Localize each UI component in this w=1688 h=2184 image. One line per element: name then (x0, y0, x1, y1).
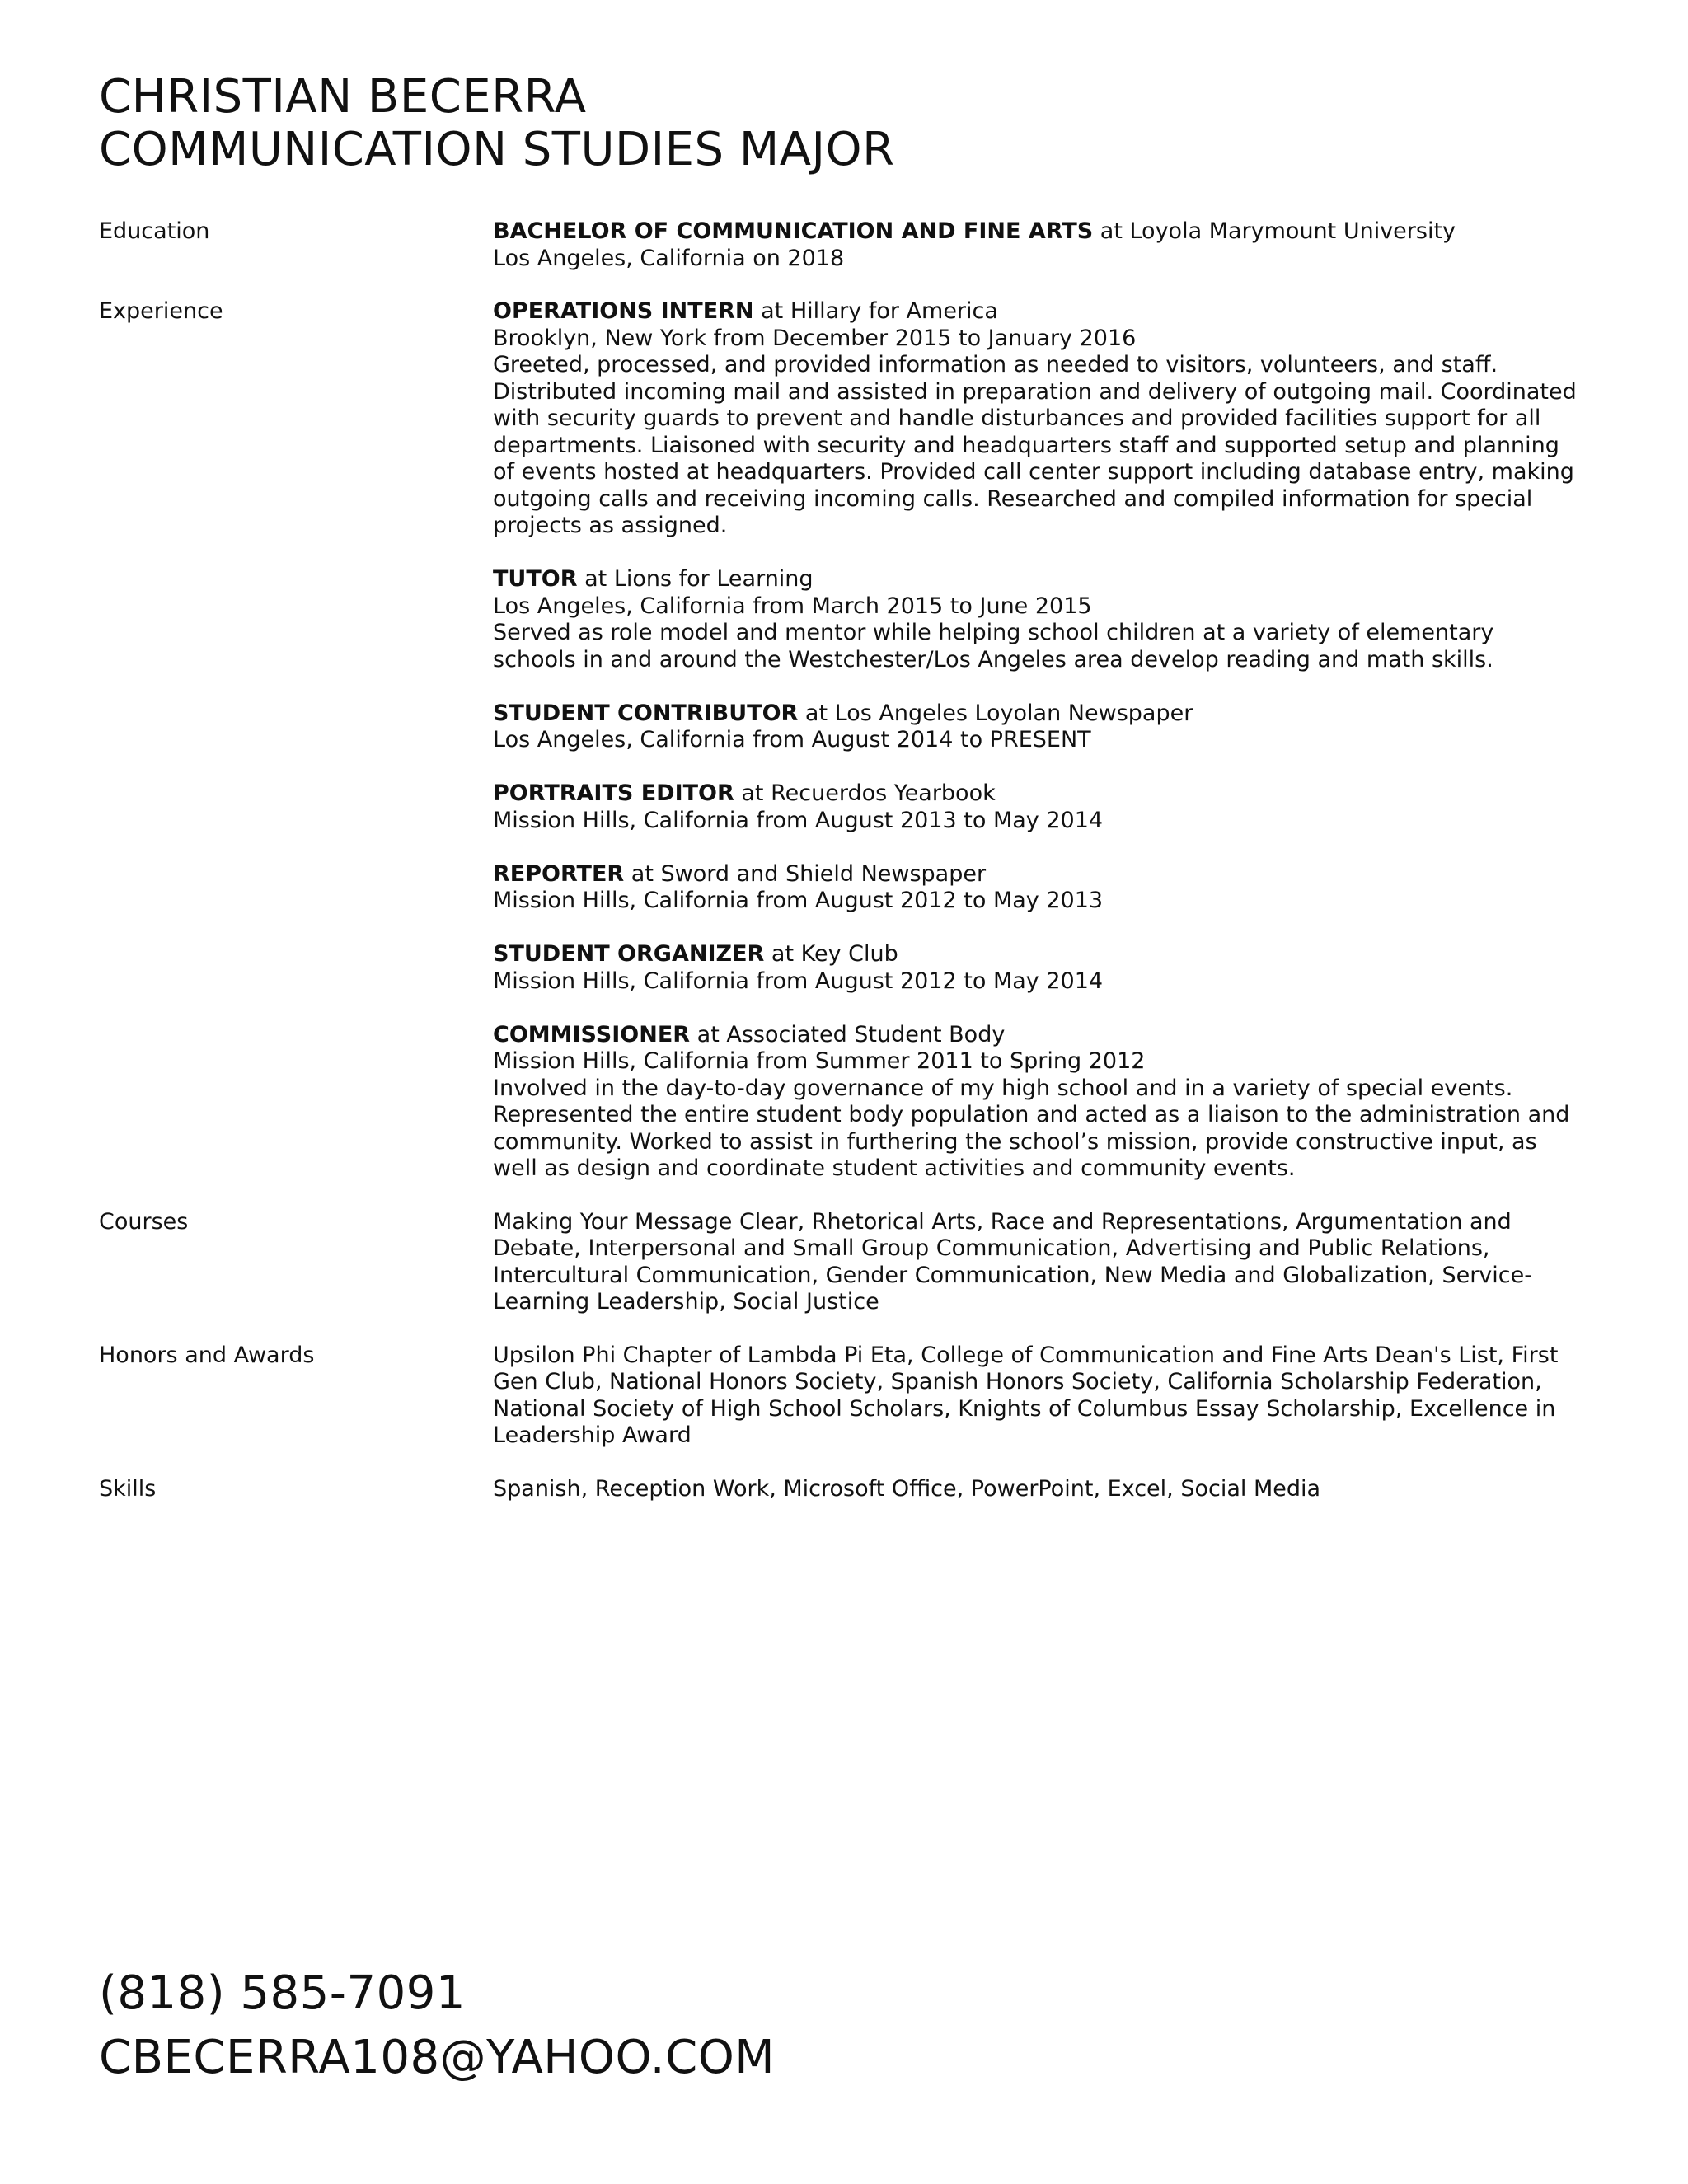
experience-entry-student-organizer (493, 941, 1582, 995)
experience-entry-reporter (493, 861, 1582, 915)
honors-body (493, 1343, 1582, 1450)
experience-org: at Associated Student Body (690, 1021, 1006, 1047)
courses-body (493, 1209, 1582, 1316)
experience-description: Involved in the day-to-day governance of my high school and in a variety of special events. Represented the entire student body population and acted as a liaison to the administration and community. Worked to assist in furthering the school’s mission, provide constructive input, as well as design and coordinate student activities and community events. (493, 1075, 1570, 1181)
experience-location: Los Angeles, California from August 2014 to PRESENT (493, 727, 1091, 752)
experience-role: STUDENT ORGANIZER (493, 941, 765, 967)
skills-section (99, 1476, 1582, 1503)
experience-description: Greeted, processed, and provided information as needed to visitors, volunteers, and staff. Distributed incoming mail and assisted in preparation and delivery of outgoing mail. Coordinated with security guards to prevent and handle disturbances and provided facilities support for all departments. Liaisoned with security and headquarters staff and supported setup and planning of events hosted at headquarters. Provided call center support including database entry, making outgoing calls and receiving incoming calls. Researched and compiled information for special projects as assigned. (493, 352, 1577, 538)
education-title-line (493, 218, 1582, 246)
contact-phone: (818) 585-7091 (99, 1966, 466, 2020)
experience-body (493, 298, 1582, 1183)
skills-body (493, 1476, 1582, 1503)
experience-entry-tutor (493, 566, 1582, 673)
experience-description: Served as role model and mentor while helping school children at a variety of elementary schools in and around the Westchester/Los Angeles area develop reading and math skills. (493, 620, 1494, 673)
experience-entry-portraits-editor (493, 780, 1582, 834)
experience-location: Mission Hills, California from August 2013 to May 2014 (493, 807, 1104, 833)
degree-school: at Loyola Marymount University (1093, 218, 1456, 244)
experience-role: REPORTER (493, 860, 625, 887)
experience-location: Los Angeles, California from March 2015 to June 2015 (493, 593, 1092, 619)
experience-role: PORTRAITS EDITOR (493, 780, 734, 806)
candidate-name: CHRISTIAN BECERRA (99, 70, 587, 124)
experience-location: Mission Hills, California from August 2012 to May 2014 (493, 968, 1104, 994)
resume-header (99, 71, 1582, 176)
section-label-education: Education (99, 218, 210, 244)
section-label-courses: Courses (99, 1208, 189, 1235)
experience-org: at Hillary for America (753, 298, 998, 324)
education-section (99, 218, 1582, 272)
experience-title-line (493, 298, 1582, 326)
experience-entry-commissioner (493, 1022, 1582, 1183)
courses-section (99, 1209, 1582, 1316)
education-body (493, 218, 1582, 272)
candidate-major: COMMUNICATION STUDIES MAJOR (99, 123, 895, 176)
experience-title-line (493, 941, 1582, 968)
experience-org: at Sword and Shield Newspaper (624, 860, 987, 887)
experience-org: at Key Club (764, 941, 898, 967)
education-entry (493, 218, 1582, 272)
experience-title-line (493, 861, 1582, 888)
resume-body (99, 218, 1582, 1529)
honors-section (99, 1343, 1582, 1450)
experience-role: COMMISSIONER (493, 1021, 691, 1047)
experience-org: at Los Angeles Loyolan Newspaper (798, 700, 1193, 726)
experience-title-line (493, 701, 1582, 728)
experience-section (99, 298, 1582, 1183)
section-label-experience: Experience (99, 298, 223, 324)
experience-location: Brooklyn, New York from December 2015 to January 2016 (493, 325, 1137, 351)
section-label-skills: Skills (99, 1475, 157, 1502)
honors-list: Upsilon Phi Chapter of Lambda Pi Eta, College of Communication and Fine Arts Dean's List, First Gen Club, National Honors Society, Spanish Honors Society, California Scholarship Federation, National Society of High School Scholars, Knights of Columbus Essay Scholarship, Excellence in Leadership Award (493, 1342, 1559, 1448)
experience-location: Mission Hills, California from Summer 2011 to Spring 2012 (493, 1048, 1146, 1074)
skills-list: Spanish, Reception Work, Microsoft Office, PowerPoint, Excel, Social Media (493, 1475, 1321, 1502)
experience-entry-operations-intern (493, 298, 1582, 540)
experience-org: at Recuerdos Yearbook (734, 780, 996, 806)
experience-role: STUDENT CONTRIBUTOR (493, 700, 799, 726)
section-label-honors: Honors and Awards (99, 1342, 315, 1368)
contact-email: CBECERRA108@YAHOO.COM (99, 2031, 776, 2084)
education-location: Los Angeles, California on 2018 (493, 245, 845, 271)
experience-title-line (493, 566, 1582, 593)
degree-title: BACHELOR OF COMMUNICATION AND FINE ARTS (493, 218, 1094, 244)
experience-title-line (493, 1022, 1582, 1049)
courses-list: Making Your Message Clear, Rhetorical Arts, Race and Representations, Argumentation and Debate, Interpersonal and Small Group Communication, Advertising and Public Relations, Intercultural Communication, Gender Communication, New Media and Globalization, Service-Learning Leadership, Social Justice (493, 1208, 1532, 1315)
experience-org: at Lions for Learning (577, 566, 814, 592)
experience-role: TUTOR (493, 566, 578, 592)
experience-entry-student-contributor (493, 701, 1582, 754)
experience-location: Mission Hills, California from August 2012 to May 2013 (493, 888, 1104, 913)
contact-footer (99, 1961, 1582, 2090)
experience-title-line (493, 780, 1582, 808)
experience-role: OPERATIONS INTERN (493, 298, 754, 324)
